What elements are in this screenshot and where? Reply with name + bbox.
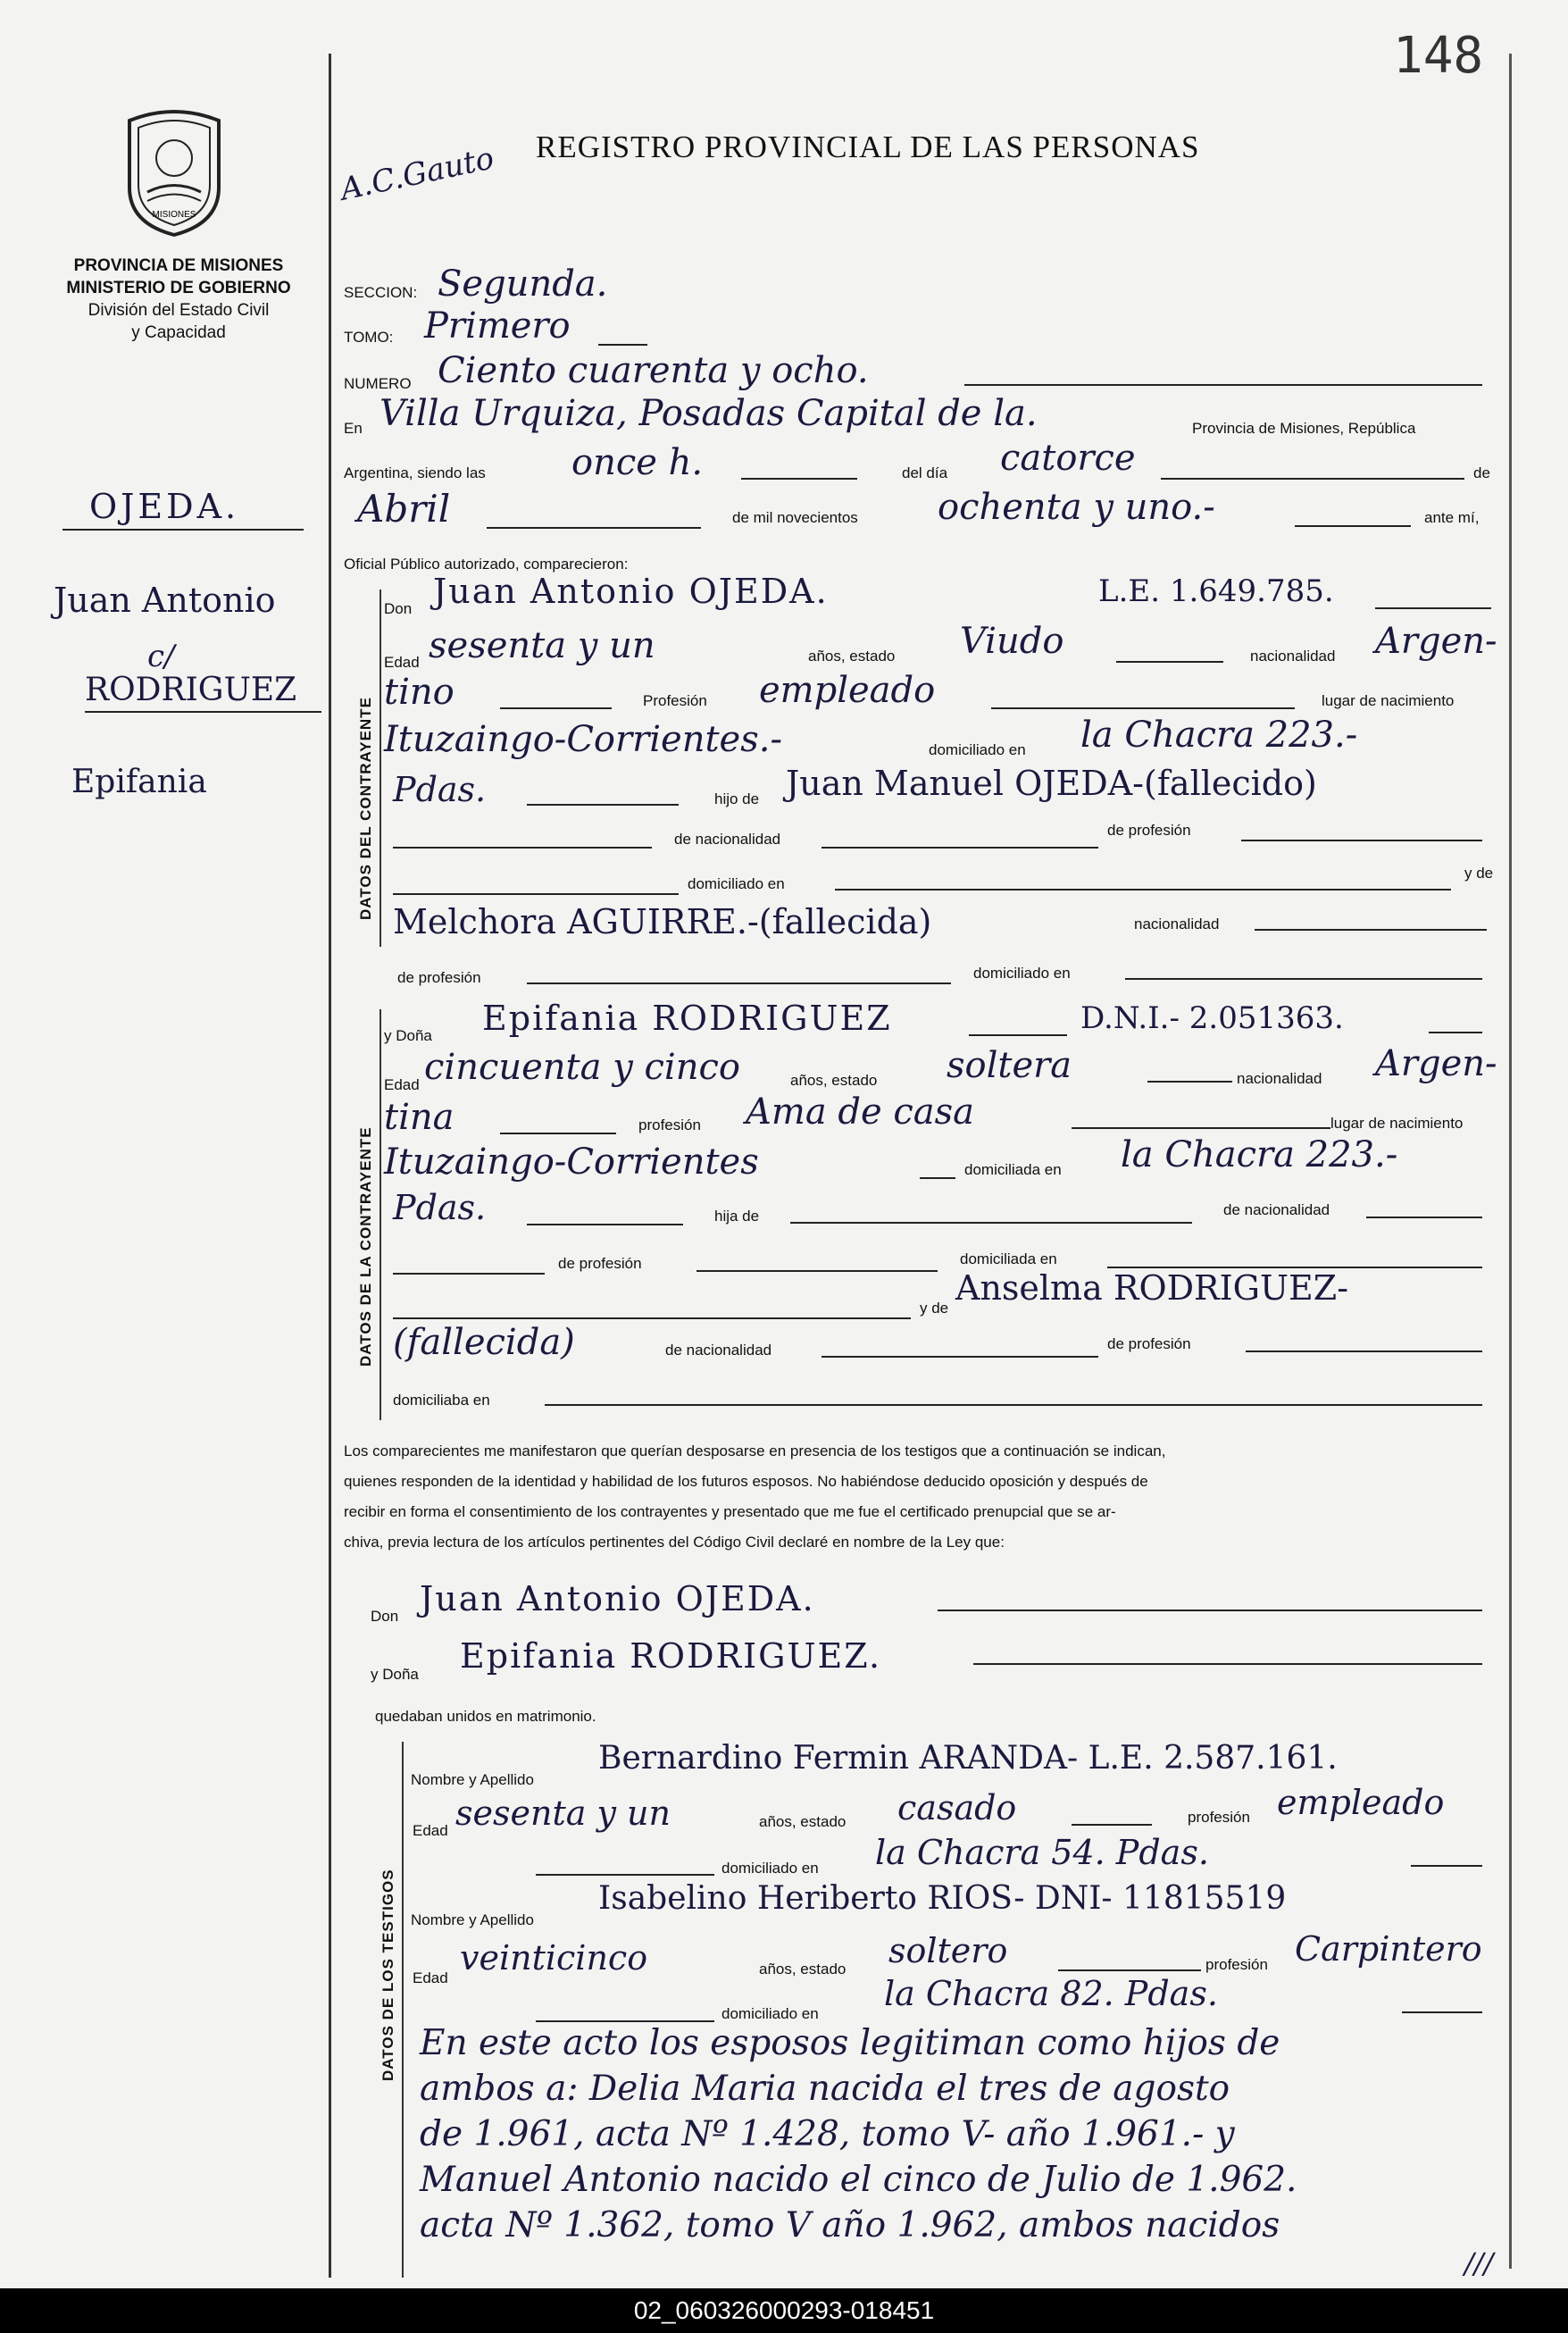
witness2-name: Isabelino Heriberto RIOS- DNI- 11815519 bbox=[598, 1880, 1287, 1917]
tomo-label: TOMO: bbox=[344, 329, 394, 346]
bride-madre-dom-line bbox=[545, 1404, 1482, 1406]
witness1-anos-label: años, estado bbox=[759, 1813, 847, 1830]
groom-madre-dom-line bbox=[1125, 978, 1482, 980]
clerk-stamp: A.C.Gauto bbox=[337, 140, 497, 208]
groom-y-de-label: y de bbox=[1464, 865, 1494, 882]
witness1-estado-line bbox=[1072, 1824, 1152, 1826]
margin-name2: Epifania bbox=[71, 764, 207, 800]
left-header-province: PROVINCIA DE MISIONES bbox=[73, 256, 284, 275]
declared-dona-label: y Doña bbox=[371, 1666, 419, 1683]
note-text bbox=[420, 2020, 1297, 2248]
hora-line bbox=[741, 478, 857, 480]
witness-section-label: DATOS DE LOS TESTIGOS bbox=[379, 1869, 396, 2081]
bride-name-line bbox=[969, 1034, 1067, 1036]
bride-madre-prof-label: de profesión bbox=[1107, 1335, 1191, 1352]
left-header-capacity: y Capacidad bbox=[131, 323, 226, 342]
bride-padre-prof-line1 bbox=[393, 1273, 545, 1275]
groom-doc: L.E. 1.649.785. bbox=[1098, 573, 1334, 609]
groom-madre-dom-label: domiciliado en bbox=[973, 965, 1071, 982]
groom-domicilio2: Pdas. bbox=[393, 770, 487, 809]
declaration-paragraph bbox=[344, 1436, 1496, 1558]
bride-padre-nac-line bbox=[1366, 1217, 1482, 1218]
groom-madre-nac-label: nacionalidad bbox=[1134, 916, 1220, 932]
witness2-profesion: Carpintero bbox=[1295, 1929, 1482, 1969]
bride-nac1: Argen- bbox=[1375, 1043, 1497, 1084]
de-label: de bbox=[1473, 464, 1490, 481]
oficial-label: Oficial Público autorizado, comparecieron: bbox=[344, 556, 629, 573]
provincia-label: Provincia de Misiones, República bbox=[1192, 420, 1416, 437]
note-line-2: ambos a: Delia Maria nacida el tres de agosto bbox=[420, 2069, 1230, 2109]
declared-dona-line bbox=[973, 1663, 1482, 1665]
bride-padre-nac-label: de nacionalidad bbox=[1223, 1201, 1330, 1218]
witness1-name: Bernardino Fermin ARANDA- L.E. 2.587.161. bbox=[598, 1740, 1338, 1777]
bride-blank-line bbox=[393, 1317, 911, 1319]
witness1-dom-label: domiciliado en bbox=[721, 1860, 819, 1877]
witness2-dom-label: domiciliado en bbox=[721, 2005, 819, 2022]
bride-nac2-line bbox=[500, 1133, 616, 1134]
quedaban-label: quedaban unidos en matrimonio. bbox=[375, 1708, 596, 1725]
bride-profesion: Ama de casa bbox=[746, 1091, 974, 1133]
witness1-estado: casado bbox=[897, 1788, 1017, 1827]
dia-line bbox=[1161, 478, 1464, 480]
witness1-name-label: Nombre y Apellido bbox=[411, 1771, 534, 1788]
groom-edad: sesenta y un bbox=[429, 625, 655, 666]
paragraph-line-2: quienes responden de la identidad y habilidad de los futuros esposos. No habiéndose deducido oposición y después de bbox=[344, 1473, 1148, 1490]
groom-lugar: Ituzaingo-Corrientes.- bbox=[384, 719, 782, 760]
paragraph-line-1: Los comparecientes me manifestaron que querían desposarse en presencia de los testigos que a continuación se indican, bbox=[344, 1442, 1166, 1459]
bride-madre2: (fallecida) bbox=[393, 1322, 575, 1363]
corner-mark: /// bbox=[1464, 2246, 1494, 2280]
groom-padre-nac-line2 bbox=[822, 847, 1098, 849]
bride-padre-prof-line2 bbox=[696, 1270, 938, 1272]
groom-madre: Melchora AGUIRRE.-(fallecida) bbox=[393, 902, 932, 941]
groom-nac2: tino bbox=[384, 672, 455, 713]
mes-value: Abril bbox=[357, 487, 451, 531]
bride-doc: D.N.I.- 2.051363. bbox=[1080, 1000, 1344, 1036]
groom-padre-prof-line bbox=[1241, 840, 1482, 841]
witness1-edad-label: Edad bbox=[413, 1822, 448, 1839]
bride-prof-line bbox=[1072, 1127, 1330, 1129]
mes-line bbox=[487, 527, 701, 529]
tomo-value: Primero bbox=[424, 305, 571, 347]
page-number: 148 bbox=[1393, 27, 1484, 85]
groom-estado: Viudo bbox=[960, 621, 1064, 662]
groom-padre-dom-line1 bbox=[393, 893, 679, 895]
bride-madre-nac-label: de nacionalidad bbox=[665, 1342, 772, 1359]
bride-lugar-label: lugar de nacimiento bbox=[1330, 1115, 1464, 1132]
witness2-edad: veinticinco bbox=[460, 1938, 648, 1978]
witness2-estado: soltero bbox=[888, 1931, 1008, 1970]
groom-madre-nac-line bbox=[1255, 929, 1487, 931]
de-mil-label: de mil novecientos bbox=[732, 509, 858, 526]
declared-don-label: Don bbox=[371, 1608, 399, 1625]
witness2-domicilio: la Chacra 82. Pdas. bbox=[884, 1974, 1218, 2013]
witness1-domicilio: la Chacra 54. Pdas. bbox=[875, 1833, 1209, 1872]
groom-lugar-label: lugar de nacimiento bbox=[1322, 692, 1455, 709]
bride-padre-dom-label: domiciliada en bbox=[960, 1250, 1057, 1267]
groom-edad-label: Edad bbox=[384, 654, 420, 671]
numero-label: NUMERO bbox=[344, 375, 412, 392]
bride-lugar-line bbox=[920, 1177, 955, 1179]
groom-dom-label: domiciliado en bbox=[929, 741, 1026, 758]
witness1-edad: sesenta y un bbox=[455, 1794, 671, 1833]
witness1-dom-line2 bbox=[1411, 1865, 1482, 1867]
note-line-3: de 1.961, acta Nº 1.428, tomo V- año 1.961.- y bbox=[420, 2114, 1235, 2154]
image-id-footer: 02_060326000293-018451 bbox=[0, 2288, 1568, 2333]
left-header-ministry: MINISTERIO DE GOBIERNO bbox=[66, 279, 291, 297]
bride-name: Epifania RODRIGUEZ bbox=[482, 999, 892, 1038]
witness2-prof-label: profesión bbox=[1205, 1956, 1268, 1973]
groom-nac1: Argen- bbox=[1375, 621, 1497, 662]
svg-text:MISIONES: MISIONES bbox=[152, 210, 196, 220]
bride-madre-nac-line bbox=[822, 1356, 1098, 1358]
groom-nac2-line bbox=[500, 707, 612, 709]
witness2-edad-label: Edad bbox=[413, 1969, 448, 1986]
witness2-dom-line2 bbox=[1402, 2011, 1482, 2013]
witness1-dom-line bbox=[536, 1874, 714, 1876]
groom-padre: Juan Manuel OJEDA-(fallecido) bbox=[786, 764, 1317, 803]
left-header-division: División del Estado Civil bbox=[88, 301, 270, 320]
bride-prof-label: profesión bbox=[638, 1116, 701, 1133]
note-line-1: En este acto los esposos legitiman como hijos de bbox=[420, 2023, 1280, 2063]
bride-nac2: tina bbox=[384, 1097, 455, 1138]
groom-profesion: empleado bbox=[759, 670, 936, 711]
right-edge bbox=[1509, 54, 1512, 2269]
note-line-4: Manuel Antonio nacido el cinco de Julio de 1.962. bbox=[420, 2160, 1297, 2200]
bride-padre-prof-label: de profesión bbox=[558, 1255, 642, 1272]
groom-nac-label: nacionalidad bbox=[1250, 648, 1336, 665]
margin-name: Juan Antonio bbox=[54, 581, 276, 620]
groom-doc-line bbox=[1375, 607, 1491, 609]
margin-surname: OJEDA. bbox=[89, 487, 240, 526]
declared-dona: Epifania RODRIGUEZ. bbox=[460, 1636, 882, 1676]
declared-don: Juan Antonio OJEDA. bbox=[420, 1579, 815, 1618]
bride-estado: soltera bbox=[947, 1045, 1072, 1086]
groom-padre-nac-label: de nacionalidad bbox=[674, 831, 781, 848]
province-seal bbox=[116, 103, 232, 237]
witness1-prof-label: profesión bbox=[1188, 1809, 1250, 1826]
bride-lugar: Ituzaingo-Corrientes bbox=[384, 1141, 759, 1183]
bride-doc-line bbox=[1429, 1032, 1482, 1033]
bride-edad-label: Edad bbox=[384, 1076, 420, 1093]
groom-prof-line bbox=[991, 707, 1295, 709]
groom-section-bar bbox=[379, 590, 381, 947]
numero-value: Ciento cuarenta y ocho. bbox=[438, 350, 869, 391]
witness2-anos-label: años, estado bbox=[759, 1961, 847, 1978]
groom-prof-label: Profesión bbox=[643, 692, 707, 709]
ante-mi-label: ante mí, bbox=[1424, 509, 1480, 526]
groom-hijo-label: hijo de bbox=[714, 790, 760, 807]
groom-padre-nac-line1 bbox=[393, 847, 652, 849]
groom-name: Juan Antonio OJEDA. bbox=[433, 572, 829, 611]
groom-dom2-line bbox=[527, 804, 679, 806]
lugar-value: Villa Urquiza, Posadas Capital de la. bbox=[379, 393, 1038, 434]
bride-hija-label: hija de bbox=[714, 1208, 760, 1225]
bride-madre-dom-label: domiciliaba en bbox=[393, 1392, 490, 1409]
bride-domicilio1: la Chacra 223.- bbox=[1121, 1134, 1398, 1175]
tomo-line bbox=[598, 344, 647, 346]
del-dia-label: del día bbox=[902, 464, 948, 481]
bride-dom-label: domiciliada en bbox=[964, 1161, 1062, 1178]
groom-anos-label: años, estado bbox=[808, 648, 896, 665]
bride-section-label: DATOS DE LA CONTRAYENTE bbox=[357, 1126, 374, 1367]
bride-y-de-label: y de bbox=[920, 1300, 949, 1317]
declared-don-line bbox=[938, 1610, 1482, 1611]
anio-line bbox=[1295, 525, 1411, 527]
groom-estado-line bbox=[1116, 661, 1223, 663]
anio-value: ochenta y uno.- bbox=[938, 487, 1215, 528]
hora-value: once h. bbox=[571, 442, 704, 483]
left-header bbox=[36, 255, 321, 344]
groom-section-label: DATOS DEL CONTRAYENTE bbox=[357, 697, 374, 920]
page-title: REGISTRO PROVINCIAL DE LAS PERSONAS bbox=[536, 130, 1200, 164]
bride-nac-label: nacionalidad bbox=[1237, 1070, 1322, 1087]
witness2-estado-line bbox=[1058, 1969, 1201, 1971]
groom-padre-dom-line2 bbox=[835, 889, 1451, 891]
margin-divider bbox=[329, 54, 331, 2278]
bride-dona-label: y Doña bbox=[384, 1027, 432, 1044]
seccion-value: Segunda. bbox=[438, 263, 608, 305]
argentina-label: Argentina, siendo las bbox=[344, 464, 486, 481]
margin-surname-line bbox=[63, 529, 304, 531]
groom-padre-dom-label: domiciliado en bbox=[688, 875, 785, 892]
paragraph-line-3: recibir en forma el consentimiento de los contrayentes y presentado que me fue el certificado prenupcial que se ar- bbox=[344, 1503, 1116, 1520]
bride-estado-line bbox=[1147, 1081, 1232, 1083]
paragraph-line-4: chiva, previa lectura de los artículos pertinentes del Código Civil declaré en nombre de la Ley que: bbox=[344, 1534, 1005, 1551]
margin-surname2-line bbox=[85, 711, 321, 713]
margin-conj: c/ bbox=[147, 639, 175, 674]
witness-section-bar bbox=[402, 1742, 404, 2278]
bride-hija-line bbox=[790, 1222, 1192, 1224]
dia-value: catorce bbox=[1000, 438, 1136, 479]
witness2-name-label: Nombre y Apellido bbox=[411, 1911, 534, 1928]
note-line-5: acta Nº 1.362, tomo V año 1.962, ambos nacidos bbox=[420, 2205, 1280, 2245]
groom-padre-prof-label: de profesión bbox=[1107, 822, 1191, 839]
bride-anos-label: años, estado bbox=[790, 1072, 878, 1089]
margin-surname2: RODRIGUEZ bbox=[85, 672, 297, 708]
seccion-label: SECCION: bbox=[344, 284, 418, 301]
bride-madre-prof-line bbox=[1246, 1350, 1482, 1352]
groom-madre-prof-label: de profesión bbox=[397, 969, 481, 986]
bride-dom2-line bbox=[527, 1224, 683, 1225]
groom-madre-prof-line bbox=[527, 983, 951, 984]
witness1-profesion: empleado bbox=[1277, 1783, 1445, 1822]
en-label: En bbox=[344, 420, 363, 437]
bride-madre: Anselma RODRIGUEZ- bbox=[955, 1268, 1349, 1308]
groom-don-label: Don bbox=[384, 600, 413, 617]
bride-section-bar bbox=[379, 1009, 381, 1420]
bride-domicilio2: Pdas. bbox=[393, 1188, 487, 1227]
numero-line bbox=[964, 384, 1482, 386]
groom-domicilio1: la Chacra 223.- bbox=[1080, 715, 1358, 756]
bride-edad: cincuenta y cinco bbox=[424, 1047, 740, 1088]
